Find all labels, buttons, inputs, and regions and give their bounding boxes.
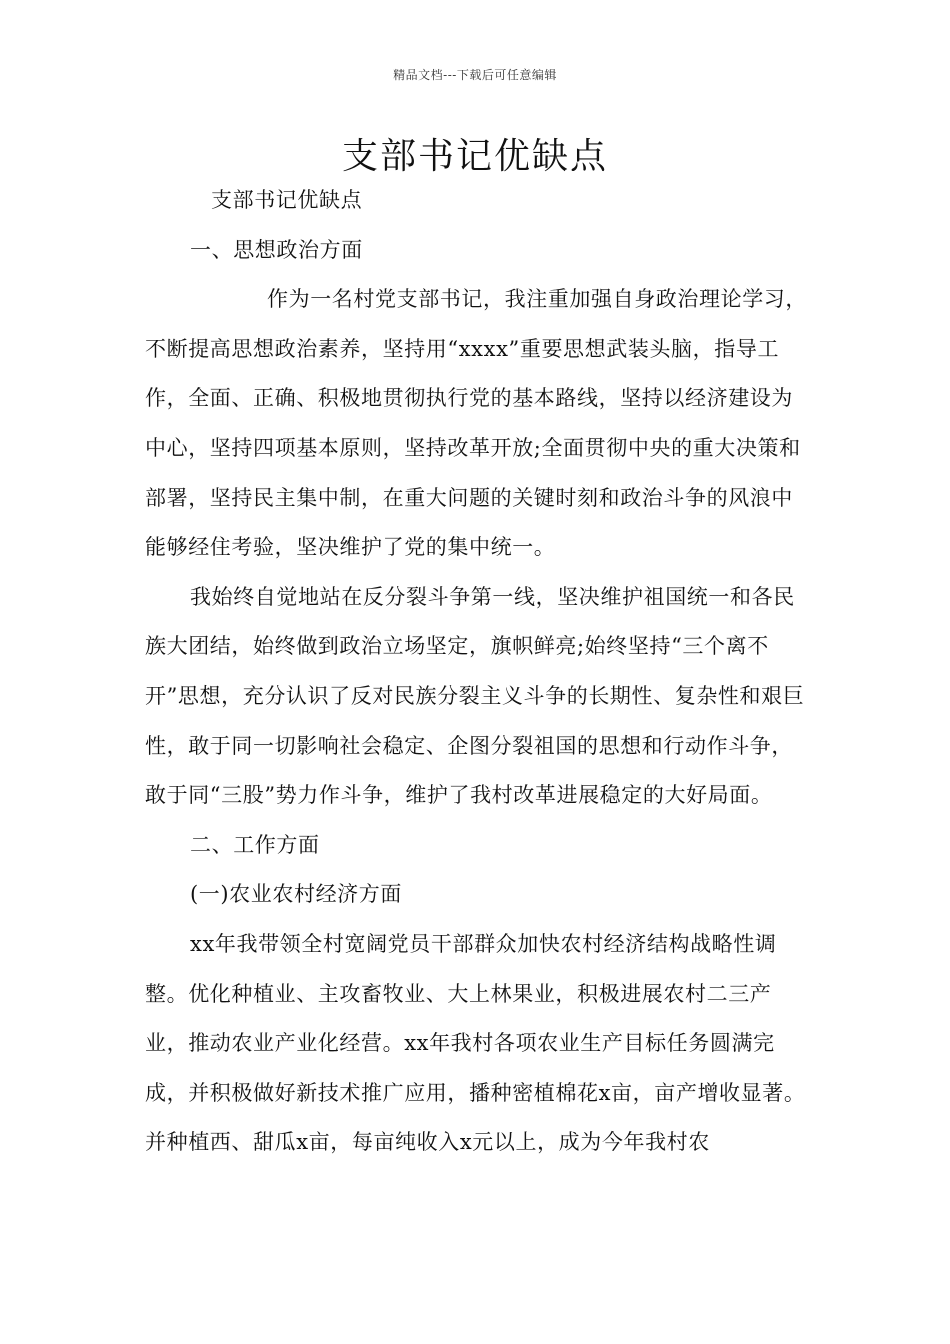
header-note: 精品文档---下载后可任意编辑	[393, 68, 557, 82]
paragraph-anti-separatism: 我始终自觉地站在反分裂斗争第一线，坚决维护祖国统一和各民族大团结，始终做到政治立场坚定，旗帜鲜亮;始终坚持“三个离不开”思想，充分认识了反对民族分裂主义斗争的长期性、复杂性和艰巨性，敢于同一切影响社会稳定、企图分裂祖国的思想和行动作斗争，敢于同“三股”势力作斗争，维护了我村改革进展稳定的大好局面。	[145, 584, 805, 808]
paragraph-political-study: 作为一名村党支部书记，我注重加强自身政治理论学习，不断提高思想政治素养，坚持用“xxxx”重要思想武装头脑，指导工作，全面、正确、积极地贯彻执行党的基本路线，坚持以经济建设为中心，坚持四项基本原则，坚持改革开放;全面贯彻中央的重大决策和部署，坚持民主集中制，在重大问题的关键时刻和政治斗争的风浪中能够经住考验，坚决维护了党的集中统一。	[145, 287, 807, 560]
document-title: 支部书记优缺点	[341, 136, 608, 177]
section-heading-political: 一、思想政治方面	[190, 237, 363, 262]
subsection-heading-agriculture: (一)农业农村经济方面	[190, 882, 402, 907]
paragraph-agriculture: xx年我带领全村宽阔党员干部群众加快农村经济结构战略性调整。优化种植业、主攻畜牧业、大上林果业，积极进展农村二三产业，推动农业产业化经营。xx年我村各项农业生产目标任务圆满完成，并积极做好新技术推广应用，播种密植棉花x亩，亩产增收显著。并种植西、甜瓜x亩，每亩纯收入x元以上，成为今年我村农	[145, 931, 806, 1155]
document-body	[145, 176, 810, 1168]
document-subtitle: 支部书记优缺点	[211, 188, 363, 212]
section-heading-work: 二、工作方面	[190, 832, 320, 857]
